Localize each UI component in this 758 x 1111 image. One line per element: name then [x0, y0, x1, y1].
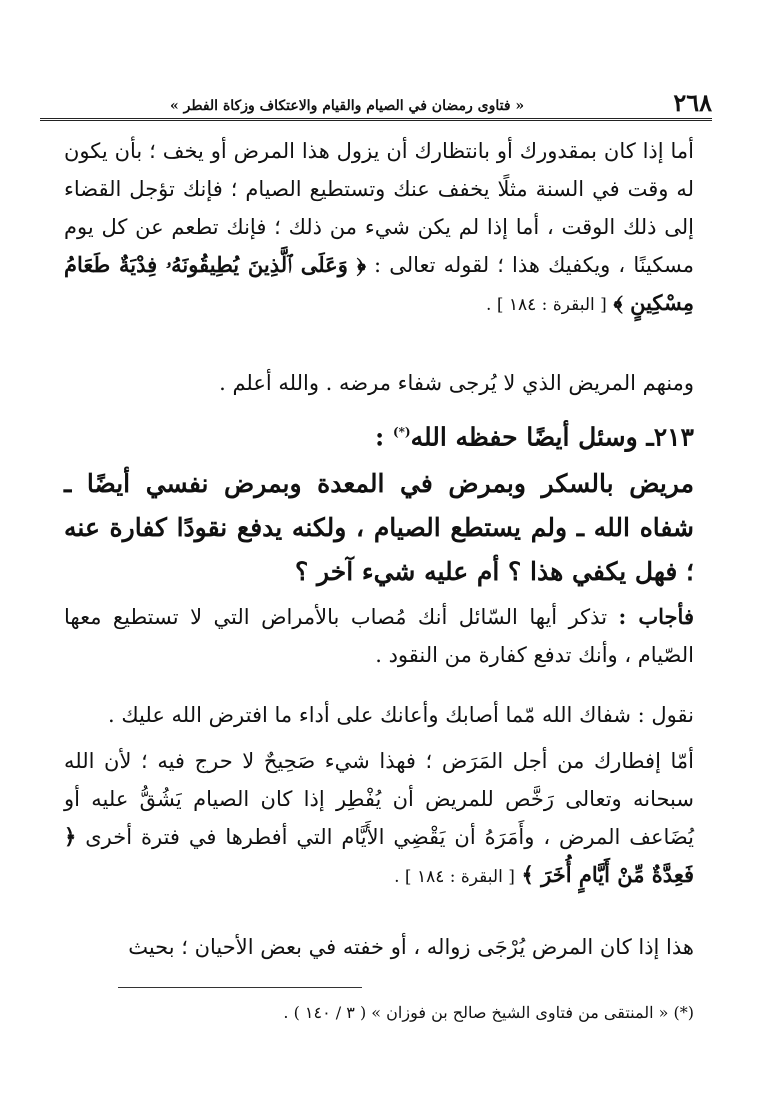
answer-paragraph-2: نقول : شفاك الله مّما أصابك وأعانك على أداء ما افترض الله عليك .	[108, 703, 694, 727]
footnote-divider	[118, 987, 362, 988]
question-intro: وسئل أيضًا حفظه الله	[410, 422, 638, 452]
running-title: « فتاوى رمضان في الصيام والقيام والاعتكاف وزكاة الفطر »	[170, 98, 525, 114]
question-number: ٢١٣ـ	[646, 422, 694, 452]
page-header	[40, 84, 712, 121]
question-colon: :	[374, 422, 385, 452]
footnote-marker: (*)	[392, 425, 411, 439]
paragraph-1	[64, 132, 694, 324]
answer-paragraph-3	[64, 742, 694, 896]
answer-paragraph-1	[64, 598, 694, 674]
quran-verse-1: ﴿ وَعَلَى ٱلَّذِينَ يُطِيقُونَهُۥ فِدْيَةٌ طَعَامُ مِسْكِينٍ ﴾	[64, 252, 694, 315]
question-text: مريض بالسكر وبمرض في المعدة وبمرض نفسي أيضًا ـ شفاه الله ـ ولم يستطع الصيام ، ولكنه يدفع نقودًا كفارة عنه ؛ فهل يكفي هذا ؟ أم عليه شيء آخر ؟	[64, 469, 694, 586]
answer-label: فأجاب :	[618, 604, 694, 629]
quran-citation-2: [ البقرة : ١٨٤ ] .	[394, 867, 515, 887]
footnote: (*) « المنتقى من فتاوى الشيخ صالح بن فوزان » ( ٣ / ١٤٠ ) .	[283, 1003, 694, 1022]
answer-1-text: تذكر أيها السّائل أنك مُصاب بالأمراض التي لا تستطيع معها الصّيام ، وأنك تدفع كفارة من النقود .	[64, 605, 694, 667]
paragraph-1-text: أما إذا كان بمقدورك أو بانتظارك أن يزول هذا المرض أو يخف ؛ بأن يكون له وقت في السنة مثلًا يخفف عنك وتستطيع الصيام ؛ فإنك تؤجل القضاء إلى ذلك الوقت ، أما إذا لم يكن شيء من ذلك ؛ فإنك تطعم عن كل يوم مسكينًا ، ويكفيك هذا ؛ لقوله تعالى :	[64, 139, 694, 277]
paragraph-2: ومنهم المريض الذي لا يُرجى شفاء مرضه . والله أعلم .	[219, 371, 694, 395]
quran-verse-2: ﴿ فَعِدَّةٌ مِّنْ أَيَّامٍ أُخَرَ ﴾	[64, 824, 694, 887]
quran-citation-1: [ البقرة : ١٨٤ ] .	[486, 295, 607, 315]
answer-3-text: أمّا إفطارك من أجل المَرَض ؛ فهذا شيء صَحِيحٌ لا حرج فيه ؛ لأن الله سبحانه وتعالى رَخَّص للمريض أن يُفْطِر إذا كان الصيام يَشُقُّ عليه أو يُضَاعف المرض ، وأَمَرَهُ أن يَقْضِي الأَيَّام التي أفطرها في فترة أخرى	[64, 749, 694, 849]
page-number: ٢٦٨	[673, 88, 712, 117]
question-heading	[64, 412, 694, 457]
answer-paragraph-4: هذا إذا كان المرض يُرْجَى زواله ، أو خفته في بعض الأحيان ؛ بحيث	[128, 935, 694, 959]
